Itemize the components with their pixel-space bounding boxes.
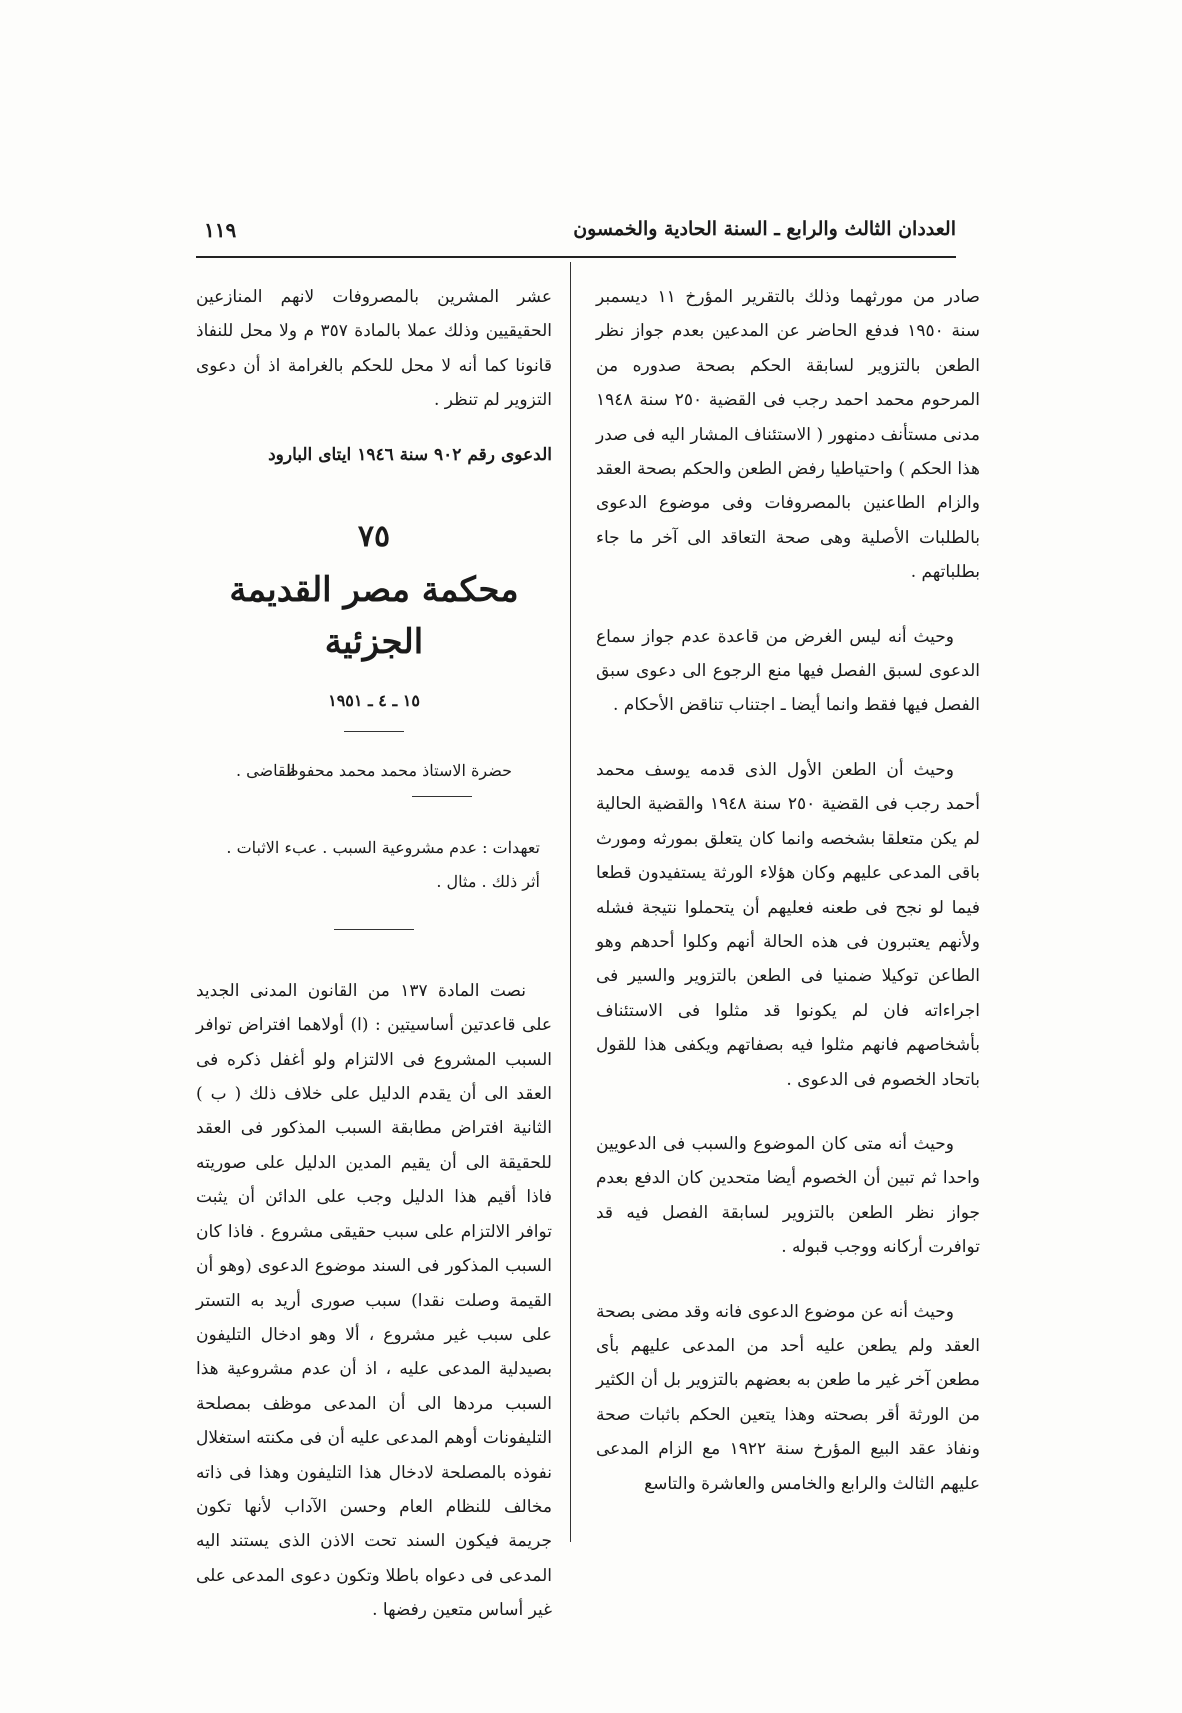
paragraph-res-judicata: وحيث أنه ليس الغرض من قاعدة عدم جواز سماع الدعوى لسبق الفصل فيها منع الرجوع الى دعوى سبق الفصل فيها فقط وانما أيضا ـ اجتناب تناقض الأحكام . <box>596 626 980 716</box>
journal-title: العددان الثالث والرابع ـ السنة الحادية والخمسون <box>573 218 956 240</box>
right-column <box>596 280 980 1501</box>
case-reference: الدعوى رقم ٩٠٢ سنة ١٩٤٦ ايتاى البارود <box>268 444 552 465</box>
decision-date: ١٥ ـ ٤ ـ ١٩٥١ <box>328 691 420 711</box>
page-number: ١١٩ <box>204 218 237 242</box>
left-column <box>196 280 552 1628</box>
running-header <box>196 218 956 252</box>
judge-name: حضرة الاستاذ محمد محمد محفوظ <box>283 760 512 780</box>
court-name: محكمة مصر القديمة الجزئية <box>229 570 519 663</box>
date-rule <box>344 731 404 732</box>
paragraph-merits: وحيث أنه عن موضوع الدعوى فانه وقد مضى بصحة العقد ولم يطعن عليه أحد من المدعى عليهم بأى مطعن آخر غير ما طعن به بعضهم بالتزوير بل أن الكثير من الورثة أقر بصحته وهذا يتعين الحكم باثبات صحة ونفاذ عقد البيع المؤرخ سنة ١٩٢٢ مع الزام المدعى عليهم الثالث والرابع والخامس والعاشرة والتاسع <box>596 1301 980 1494</box>
header-rule <box>196 256 956 258</box>
keywords-line-1: تعهدات : عدم مشروعية السبب . عبء الاثبات . <box>226 837 540 857</box>
keywords-block <box>196 831 552 899</box>
judge-role: القاضى . <box>236 760 296 780</box>
paragraph-identity-of-parties: وحيث أنه متى كان الموضوع والسبب فى الدعويين واحدا ثم تبين أن الخصوم أيضا متحدين كان الدفع بعدم جواز نظر الطعن بالتزوير لسابقة الفصل فيه قد توافرت أركانه ووجب قبوله . <box>596 1133 980 1258</box>
column-divider <box>570 262 571 1542</box>
judge-line <box>196 754 552 788</box>
paragraph-continuation: عشر المشرين بالمصروفات لانهم المنازعين الحقيقيين وذلك عملا بالمادة ٣٥٧ م ولا محل للنفاذ قانونا كما أنه لا محل للحكم بالغرامة اذ أن دعوى التزوير لم تنظر . <box>196 287 552 411</box>
headnote-body: نصت المادة ١٣٧ من القانون المدنى الجديد على قاعدتين أساسيتين : (ا) أولاهما افتراض توافر السبب المشروع فى الالتزام ولو أغفل ذكره فى العقد الى أن يقدم الدليل على خلاف ذلك ( ب ) الثانية افتراض مطابقة السبب المذكور فى العقد للحقيقة الى أن يقيم المدين الدليل على صوريته فاذا أقيم هذا الدليل وجب على الدائن أن يثبت توافر الالتزام على سبب حقيقى مشروع . فاذا كان السبب المذكور فى السند موضوع الدعوى (وهو أن القيمة وصلت نقدا) سبب صورى أريد به التستر على سبب غير مشروع ، ألا وهو ادخال التليفون بصيدلية المدعى عليه ، اذ أن عدم مشروعية هذا السبب مردها الى أن المدعى موظف بمصلحة التليفونات أوهم المدعى عليه أن فى مكنته استغلال نفوذه بالمصلحة لادخال هذا التليفون وهذا فى ذاته مخالف للنظام العام وحسن الآداب لأنها تكون جريمة فيكون السند تحت الاذن الذى يستند اليه المدعى فى دعواه باطلا وتكون دعوى المدعى على غير أساس متعين رفضها . <box>196 980 552 1621</box>
judge-rule <box>412 796 472 797</box>
keywords-rule <box>334 929 414 930</box>
paragraph-first-appeal: وحيث أن الطعن الأول الذى قدمه يوسف محمد أحمد رجب فى القضية ٢٥٠ سنة ١٩٤٨ والقضية الحالية لم يكن متعلقا بشخصه وانما كان يتعلق بمورثه ومورث باقى المدعى عليهم وكان هؤلاء الورثة يستفيدون قطعا فيما لو نجح فى طعنه فعليهم أن يتحملوا نتيجة فشله ولأنهم يعتبرون فى هذه الحالة أنهم وكلوا أحدهم وهو الطاعن توكيلا ضمنيا فى الطعن بالتزوير والسير فى اجراءاته فان لم يكونوا قد مثلوا فى الاستئناف بأشخاصهم فانهم مثلوا فيه بصفاتهم ويكفى هذا للقول باتحاد الخصوم فى الدعوى . <box>596 759 980 1090</box>
case-number: ٧٥ <box>357 519 391 555</box>
keywords-line-2: أثر ذلك . مثال . <box>436 871 540 891</box>
paragraph-opening: صادر من مورثهما وذلك بالتقرير المؤرخ ١١ ديسمبر سنة ١٩٥٠ فدفع الحاضر عن المدعين بعدم جواز نظر الطعن بالتزوير لسابقة الحكم بصحة صدوره من المرحوم محمد احمد رجب فى القضية ٢٥٠ سنة ١٩٤٨ مدنى مستأنف دمنهور ( الاستئناف المشار اليه فى صدر هذا الحكم ) واحتياطيا رفض الطعن والحكم بصحة العقد والزام الطاعنين بالمصروفات وفى موضوع الدعوى بالطلبات الأصلية وهى صحة التعاقد الى آخر ما جاء بطلباتهم . <box>596 287 980 583</box>
